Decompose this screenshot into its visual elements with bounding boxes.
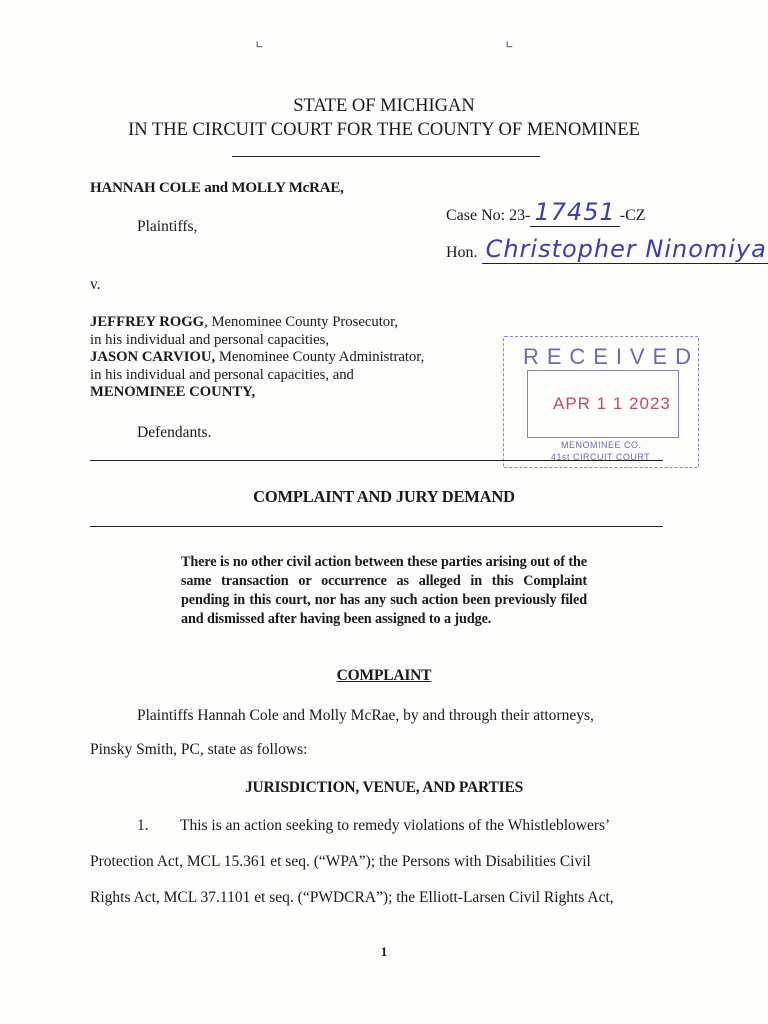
complaint-heading: COMPLAINT [336,667,432,684]
defendants-block [90,314,500,402]
plaintiffs-role: Plaintiffs, [137,218,198,235]
plaintiffs-names: HANNAH COLE and MOLLY McRAE, [90,180,344,196]
defendants-role: Defendants. [137,424,212,441]
versus: v. [90,276,101,293]
defendant-line: MENOMINEE COUNTY, [90,384,256,400]
case-number-line [446,198,706,227]
stamp-date: APR 1 1 2023 [553,394,671,413]
document-title: COMPLAINT AND JURY DEMAND [253,487,515,506]
intro-line: Pinsky Smith, PC, state as follows: [90,741,308,758]
stamp-court: 41st CIRCUIT COURT [551,452,651,462]
received-stamp [503,336,699,468]
punch-hole-mark: ⌞ [255,30,264,50]
title-rule [90,526,663,527]
case-number-label: Case No: 23- [446,207,531,224]
paragraph-line: Protection Act, MCL 15.361 et seq. (“WPA”); the Persons with Disabilities Civil [90,853,591,870]
stamp-received-text: R E C E I V E D [523,344,693,369]
case-info [446,198,767,264]
defendant-line: in his individual and personal capacities, and [90,366,354,383]
court-name: IN THE CIRCUIT COURT FOR THE COUNTY OF MENOMINEE [128,120,640,140]
jurisdiction-heading: JURISDICTION, VENUE, AND PARTIES [245,779,523,796]
state-name: STATE OF MICHIGAN [293,96,475,116]
paragraph-line: Rights Act, MCL 37.1101 et seq. (“PWDCRA”); the Elliott-Larsen Civil Rights Act, [90,889,614,906]
paragraph-number: 1. [137,817,149,834]
punch-hole-mark: ⌞ [505,30,514,50]
judge-line [446,235,767,264]
stamp-county: MENOMINEE CO. [561,440,642,450]
judge-name-handwritten: Christopher Ninomiya [485,235,767,263]
header-rule [232,156,540,157]
caption-rule [90,460,663,461]
defendant-line: in his individual and personal capacities, [90,331,330,348]
court-header [0,94,768,142]
intro-line: Plaintiffs Hannah Cole and Molly McRae, by and through their attorneys, [137,707,594,724]
defendant-line: JEFFREY ROGG, Menominee County Prosecutor, [90,314,399,330]
paragraph-line: This is an action seeking to remedy violations of the Whistleblowers’ [180,817,611,834]
no-other-action-notice: There is no other civil action between these parties arising out of the same transaction or occurrence as alleged in this Complaint pending in this court, nor has any such action been previously filed and dismissed after having been assigned to a judge. [181,554,587,627]
case-number-handwritten: 17451 [534,198,616,226]
case-number-suffix: -CZ [619,207,646,224]
defendant-line: JASON CARVIOU, Menominee County Administrator, [90,349,425,365]
page-number: 1 [380,944,388,959]
judge-label: Hon. [446,244,478,261]
